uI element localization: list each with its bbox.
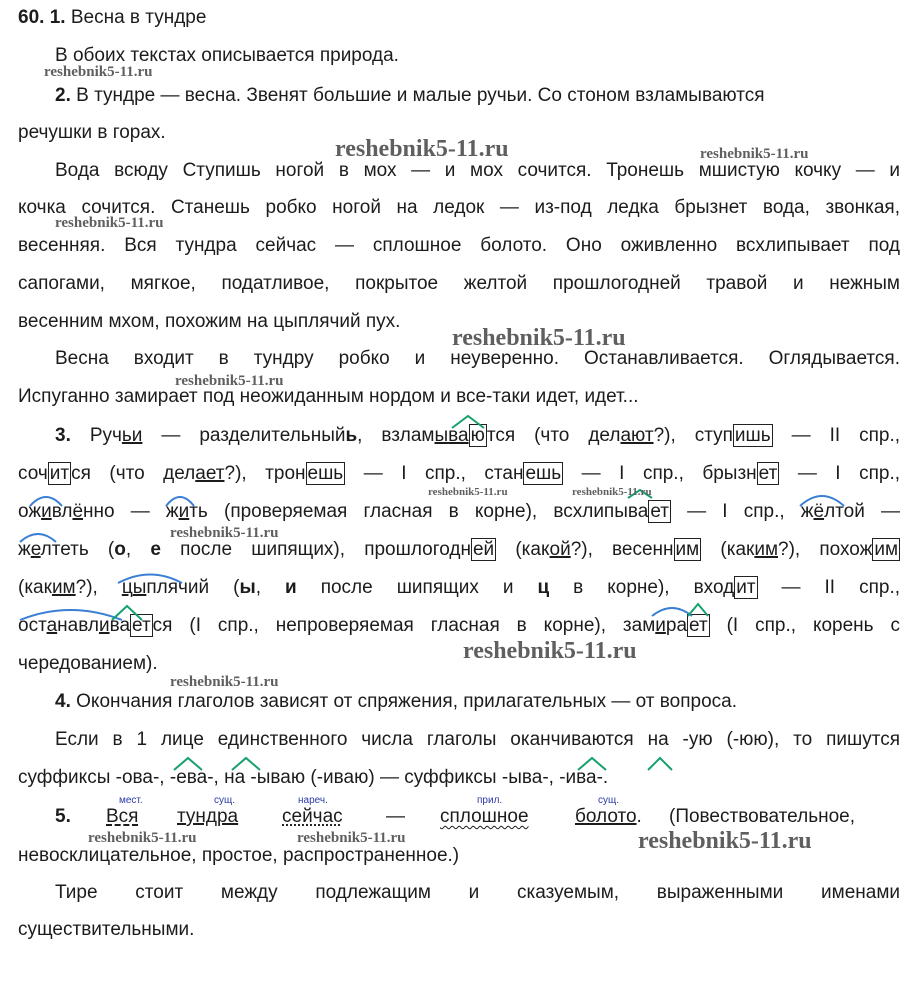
text-line: кочка сочится. Станешь робко ногой на ледок — из-под ледка брызнет вода, звонкая,: [18, 197, 900, 218]
answer-2-line-2: речушки в горах.: [18, 122, 166, 143]
root-arc: [166, 497, 194, 506]
analysis-line-3: оживлённо — жить (проверяемая гласная в корне), всхлипыва ет — I спр., жёлтой —: [18, 501, 900, 522]
text-line: весенняя. Вся тундра сейчас — сплошное болото. Оно оживленно всхлипывает под: [18, 235, 900, 256]
root-arc: [20, 610, 122, 620]
analysis-line-6: останавлива ет ся (I спр., непроверяемая гласная в корне), замира ет (I спр., корень с: [18, 615, 900, 636]
root-arc: [800, 496, 844, 506]
analysis-line-7: чередованием).: [18, 653, 158, 674]
analysis-line-1: 3. Ручьи — разделительныйь, взламыва ю тся (что делают?), ступ ишь — II спр.,: [55, 425, 900, 446]
root-arc: [20, 534, 56, 542]
watermark: reshebnik5-11.ru: [170, 674, 279, 690]
root-arc: [652, 608, 692, 616]
rule-line-1: Если в 1 лице единственного числа глаголы оканчиваются на -ую (-юю), то пишутся: [55, 729, 900, 750]
pos-tag: нареч.: [298, 795, 328, 806]
watermark: reshebnik5-11.ru: [428, 486, 508, 498]
pos-tag: мест.: [119, 795, 143, 806]
watermark: reshebnik5-11.ru: [700, 146, 809, 162]
parsed-word-subject: тундра: [177, 806, 239, 827]
item-number: 2.: [55, 85, 71, 106]
root-arc: [30, 497, 62, 506]
suffix-mark: [578, 758, 606, 770]
watermark: reshebnik5-11.ru: [55, 215, 164, 231]
suffix-mark: [174, 758, 202, 770]
text-line: весенним мхом, похожим на цыплячий пух.: [18, 311, 401, 332]
text-fragment: В тундре — весна. Звенят большие и малые ручьи. Со стоном взламываются: [76, 85, 765, 106]
item-number: 4.: [55, 691, 71, 712]
dash: —: [386, 806, 405, 827]
watermark: reshebnik5-11.ru: [463, 638, 637, 664]
pos-tag: сущ.: [214, 795, 236, 806]
watermark: reshebnik5-11.ru: [170, 525, 279, 541]
parsed-word-predicate: болото.: [575, 806, 642, 827]
watermark: reshebnik5-11.ru: [335, 136, 509, 162]
exercise-number: 60.: [18, 7, 45, 28]
watermark: reshebnik5-11.ru: [638, 828, 812, 854]
text-line: Вода всюду Ступишь ногой в мох — и мох сочится. Тронешь мшистую кочку — и: [55, 160, 900, 181]
watermark: reshebnik5-11.ru: [452, 325, 626, 351]
watermark: reshebnik5-11.ru: [297, 830, 406, 846]
text-line: сапогами, мягкое, податливое, покрытое желтой прошлогодней травой и нежным: [18, 273, 900, 294]
item-number-5: 5.: [55, 806, 71, 827]
answer-4: 4. Окончания глаголов зависят от спряжения, прилагательных — от вопроса.: [55, 691, 738, 712]
parsed-word: сплошное: [440, 806, 529, 827]
answer-1: В обоих текстах описывается природа.: [55, 45, 399, 66]
word: Ручьи: [89, 425, 143, 446]
item-number: 1.: [49, 7, 66, 28]
text-title: Весна в тундре: [70, 7, 207, 28]
parsed-word: Вся: [106, 806, 139, 827]
root-arc: [118, 575, 182, 584]
conclusion-line-1: Тире стоит между подлежащим и сказуемым, выраженными именами: [55, 882, 900, 903]
watermark: reshebnik5-11.ru: [572, 486, 652, 498]
sentence-type: (Повествовательное,: [669, 806, 855, 827]
suffix-mark: [232, 758, 260, 770]
sentence-type-cont: невосклицательное, простое, распространенное.): [18, 845, 460, 866]
suffix-mark: [648, 758, 672, 770]
suffix-mark: [452, 416, 484, 428]
analysis-line-2: соч ит ся (что делает?), трон ешь — I спр., стан ешь — I спр., брызн ет — I спр.,: [18, 463, 900, 484]
text-line: Испуганно замирает под неожиданным нордом и все-таки идет, идет...: [18, 386, 639, 407]
pos-tag: сущ.: [598, 795, 620, 806]
analysis-line-4: желтеть (о, е после шипящих), прошлогодн ей (какой?), весенн им (каким?), похож им: [18, 539, 899, 560]
pos-tag: прил.: [477, 795, 503, 806]
watermark: reshebnik5-11.ru: [88, 830, 197, 846]
conclusion-line-2: существительными.: [18, 919, 195, 940]
parsed-word: сейчас: [282, 806, 343, 827]
rule-line-2: суффиксы -ова-, -ева-, на -ываю (-иваю) — суффиксы -ыва-, -ива-.: [18, 767, 609, 788]
watermark: reshebnik5-11.ru: [44, 64, 153, 80]
watermark: reshebnik5-11.ru: [175, 373, 284, 389]
text-line: Весна входит в тундру робко и неуверенно. Останавливается. Оглядывается.: [55, 348, 900, 369]
item-number: 3.: [55, 425, 71, 446]
analysis-line-5: (каким?), цыплячий (ы, и после шипящих и ц в корне), вход ит — II спр.,: [18, 577, 900, 598]
